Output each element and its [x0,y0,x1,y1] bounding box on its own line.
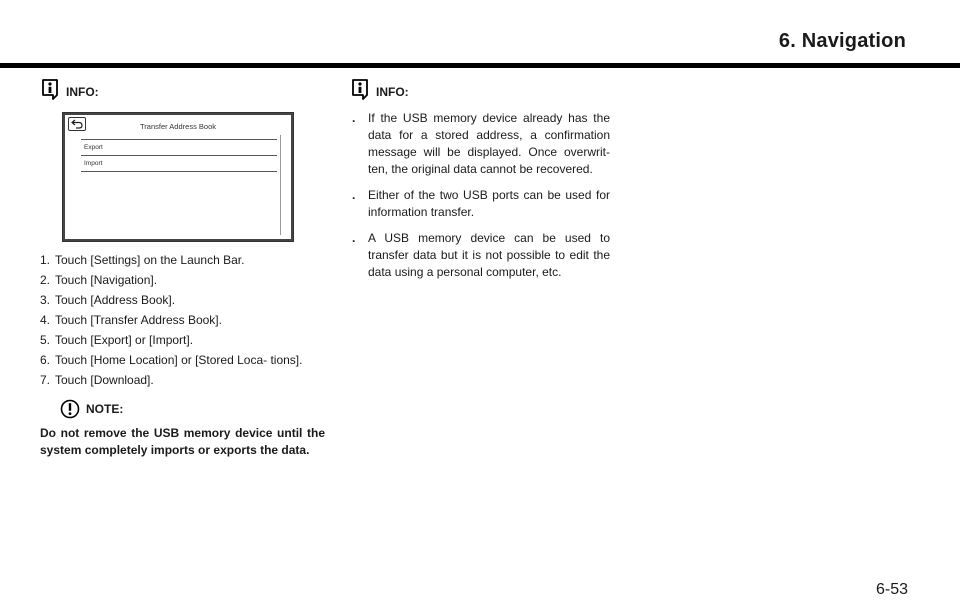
step-number: 7. [40,373,51,387]
header-rule [0,63,960,68]
info-icon [350,78,370,100]
note-heading [40,397,330,421]
bullet-text: A USB memory device can be used to transfer data but it is not possible to edit the data using a personal computer, etc. [368,231,610,279]
step-item [40,292,330,309]
step-item [40,312,330,329]
step-item [40,332,330,349]
info-bullet-list [350,110,610,281]
note-label: NOTE: [86,401,124,416]
left-column [40,78,330,459]
screen-illustration [62,112,294,242]
chapter-title: 6. Navigation [778,30,906,52]
exclamation-icon [60,399,80,419]
step-text: Touch [Export] or [Import]. [55,333,194,347]
bullet-marker: . [352,231,356,245]
bullet-marker: . [352,111,356,125]
bullet-text: Either of the two USB ports can be used for information transfer. [368,188,610,219]
screen-title-bar [65,115,291,133]
page-number: 6-53 [875,581,908,598]
step-number: 5. [40,333,51,347]
info-icon [40,78,60,100]
step-number: 6. [40,353,51,367]
step-number: 2. [40,273,51,287]
step-text: Touch [Transfer Address Book]. [55,313,222,327]
step-text: Touch [Download]. [55,373,154,387]
step-text: Touch [Address Book]. [55,293,176,307]
step-item [40,372,330,389]
bullet-item [350,187,610,221]
info-label: INFO: [66,85,99,99]
screen-title: Transfer Address Book [139,122,216,131]
step-item [40,252,330,269]
right-column [350,78,610,290]
step-text: Touch [Settings] on the Launch Bar. [55,253,245,267]
step-text: Touch [Home Location] or [Stored Loca- tions]. [55,353,303,367]
step-text: Touch [Navigation]. [55,273,158,287]
info-label: INFO: [376,85,409,99]
step-list [40,252,330,389]
step-number: 4. [40,313,51,327]
step-number: 1. [40,253,51,267]
note-text: Do not remove the USB memory device until the system completely imports or exports the data. [40,426,325,457]
bullet-text: If the USB memory device already has the data for a stored address, a confirmation message will be displayed. Once overwrit- ten, the original data cannot be recovered. [368,111,610,176]
step-item [40,352,330,369]
bullet-marker: . [352,188,356,202]
screen-item-export: Export [81,140,277,156]
bullet-item [350,110,610,178]
info-heading [350,78,610,108]
info-heading [40,78,330,108]
screen-scroll-track [280,135,281,235]
bullet-item [350,230,610,281]
screen-menu-list [81,139,277,172]
step-item [40,272,330,289]
screen-item-import: Import [81,156,277,172]
step-number: 3. [40,293,51,307]
